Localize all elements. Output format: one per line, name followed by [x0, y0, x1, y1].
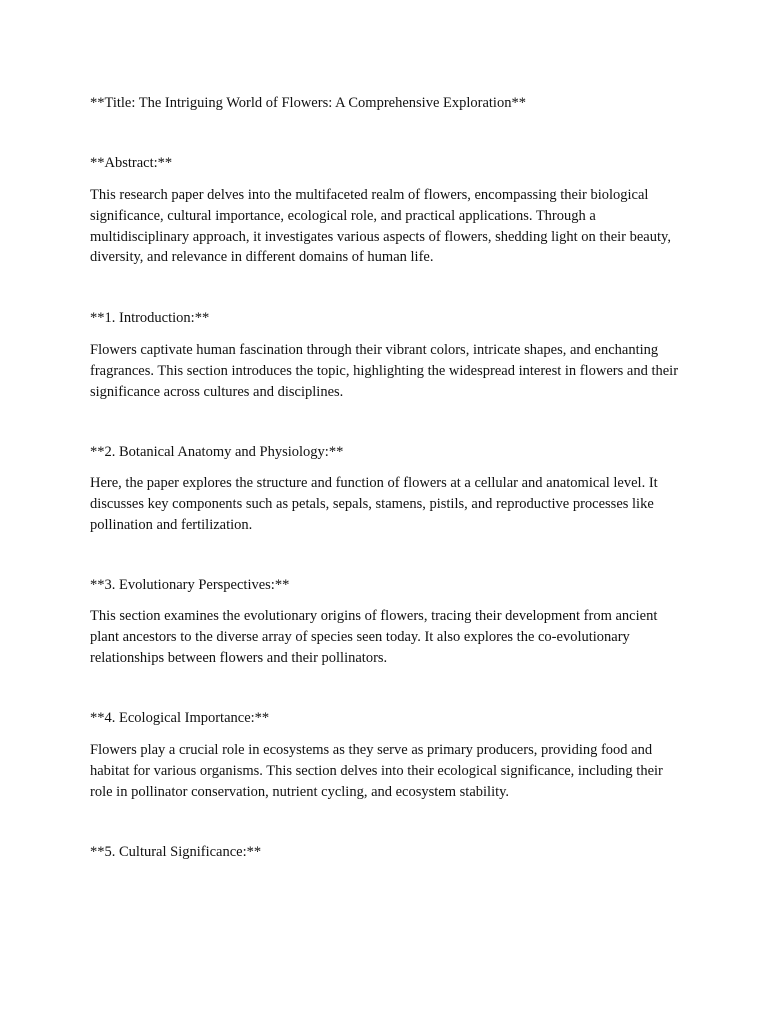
- section-body-botanical-anatomy: Here, the paper explores the structure and function of flowers at a cellular and anatomical level. It discusses key components such as petals, sepals, stamens, pistils, and reproductive processes like pollination and fertilization.: [90, 475, 658, 533]
- section-heading-ecological-importance: **4. Ecological Importance:**: [90, 710, 270, 726]
- section-heading-introduction: **1. Introduction:**: [90, 310, 210, 326]
- section-body-abstract: This research paper delves into the multifaceted realm of flowers, encompassing their biological significance, cultural importance, ecological role, and practical applications. Through a multidisciplinary approach, it investigates various aspects of flowers, shedding light on their beauty, diversity, and relevance in different domains of human life.: [90, 187, 671, 266]
- section-heading-evolutionary-perspectives: **3. Evolutionary Perspectives:**: [90, 577, 290, 593]
- document-title: **Title: The Intriguing World of Flowers: A Comprehensive Exploration**: [90, 95, 526, 111]
- section-body-introduction: Flowers captivate human fascination through their vibrant colors, intricate shapes, and enchanting fragrances. This section introduces the topic, highlighting the widespread interest in flowers and their significance across cultures and disciplines.: [90, 342, 679, 400]
- section-heading-botanical-anatomy: **2. Botanical Anatomy and Physiology:**: [90, 444, 344, 460]
- section-heading-abstract: **Abstract:**: [90, 155, 173, 171]
- section-body-evolutionary-perspectives: This section examines the evolutionary origins of flowers, tracing their development from ancient plant ancestors to the diverse array of species seen today. It also explores the co-evolutionary relationships between flowers and their pollinators.: [90, 608, 658, 666]
- section-heading-cultural-significance: **5. Cultural Significance:**: [90, 844, 262, 860]
- section-body-ecological-importance: Flowers play a crucial role in ecosystems as they serve as primary producers, providing food and habitat for various organisms. This section delves into their ecological significance, including their role in pollinator conservation, nutrient cycling, and ecosystem stability.: [90, 742, 663, 800]
